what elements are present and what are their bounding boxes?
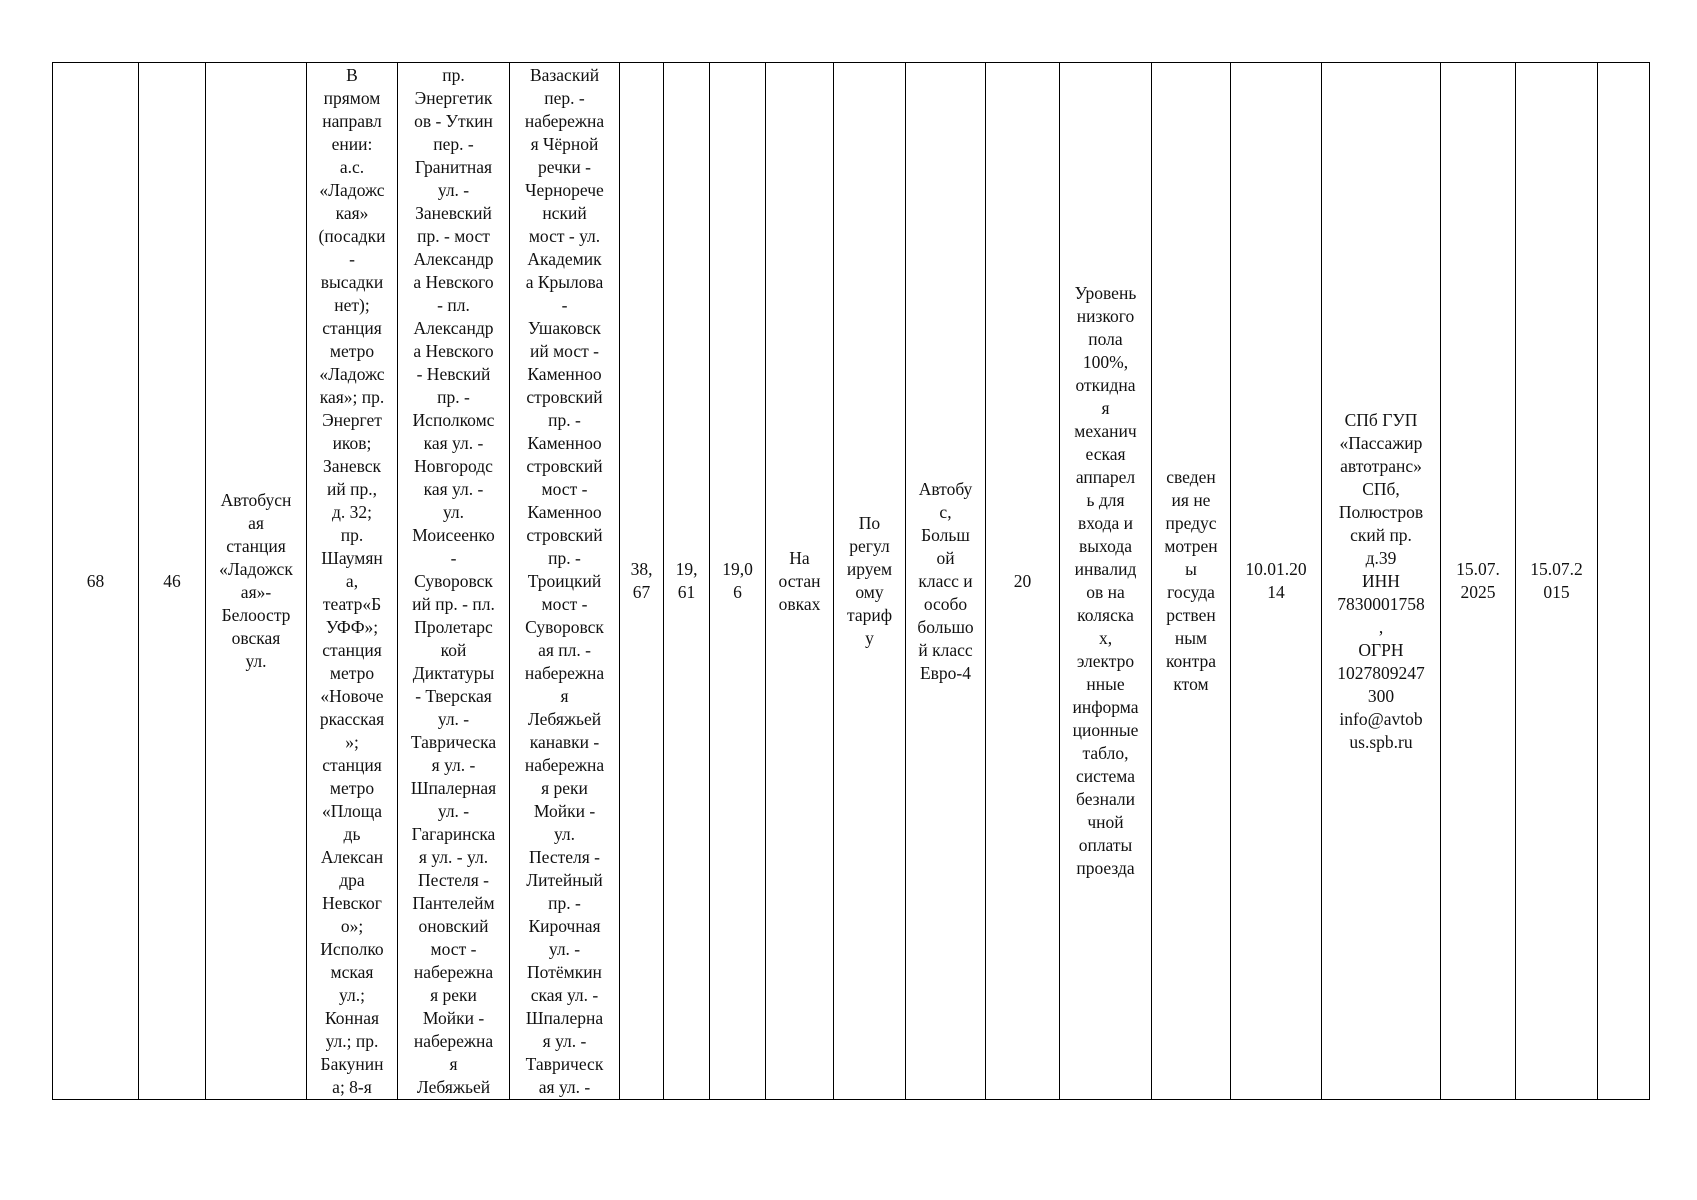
cell-streets-reverse: Вазаский пер. - набережна я Чёрной речки - Черноречe нский мост - ул. Академик а Крылова - Ушаковск ий мост - Каменноо стровский пр. - Каменноо стровский мост - Каменноо стровский пр. - Троицкий мост - Суворовск ая пл. - набережна я Лебяжьей канавки - набережна я реки Мойки - ул. Пестеля - Литейный пр. - Кирочная ул. - Потёмкин ская ул. - Шпалерна я ул. - Таврическ ая ул. - xyxy=(510,63,620,1100)
registry-table xyxy=(52,62,1650,1100)
cell-stops: В прямом направл ении: а.с. «Ладожс кая» (посадки - высадки нет); станция метро «Ладожс кая»; пр. Энергет иков; Заневск ий пр., д. 32; пр. Шаумян а, театр«Б УФФ»; станция метро «Новоче ркасская »; станция метро «Площа дь Алексан дра Невског о»; Исполко мская ул.; Конная ул.; пр. Бакунин а; 8-я xyxy=(307,63,398,1100)
cell-length-reverse: 19,0 6 xyxy=(710,63,766,1100)
cell-contract-info: сведен ия не предус мотрен ы госуда рствен ным контра ктом xyxy=(1152,63,1231,1100)
cell-vehicle-features: Уровень низкого пола 100%, откидна я механич еская аппарел ь для входа и выхода инвалид ов на коляска х, электро нные информа ционные табло, система безнали чной оплаты проезда xyxy=(1060,63,1152,1100)
cell-boarding-order: На остан овках xyxy=(766,63,834,1100)
cell-streets-forward: пр. Энергетик ов - Уткин пер. - Гранитная ул. - Заневский пр. - мост Александр а Невского - пл. Александр а Невского - Невский пр. - Исполкомс кая ул. - Новгородс кая ул. - ул. Моисеенко - Суворовск ий пр. - пл. Пролетарс кой Диктатуры - Тверская ул. - Таврическа я ул. - Шпалерная ул. - Гагаринска я ул. - ул. Пестеля - Пантелейм оновский мост - набережна я реки Мойки - набережна я Лебяжьей xyxy=(398,63,510,1100)
cell-vehicle-class: Автобу с, Больш ой класс и особо большо й класс Евро-4 xyxy=(906,63,986,1100)
cell-date-a: 15.07. 2025 xyxy=(1441,63,1516,1100)
table-row xyxy=(53,63,1650,1100)
cell-vehicle-count: 20 xyxy=(986,63,1060,1100)
cell-route-number: 46 xyxy=(139,63,206,1100)
cell-empty xyxy=(1598,63,1650,1100)
cell-length-total: 38, 67 xyxy=(620,63,664,1100)
cell-route-name: Автобусн ая станция «Ладожск ая»- Белоостр овская ул. xyxy=(206,63,307,1100)
cell-length-forward: 19, 61 xyxy=(664,63,710,1100)
cell-carrier: СПб ГУП «Пассажир автотранс» СПб, Полюстров ский пр. д.39 ИНН 7830001758 , ОГРН 1027809247 300 info@avtob us.spb.ru xyxy=(1322,63,1441,1100)
cell-start-date: 10.01.20 14 xyxy=(1231,63,1322,1100)
cell-tariff: По регул ируем ому тариф у xyxy=(834,63,906,1100)
cell-date-b: 15.07.2 015 xyxy=(1516,63,1598,1100)
cell-reg-number: 68 xyxy=(53,63,139,1100)
